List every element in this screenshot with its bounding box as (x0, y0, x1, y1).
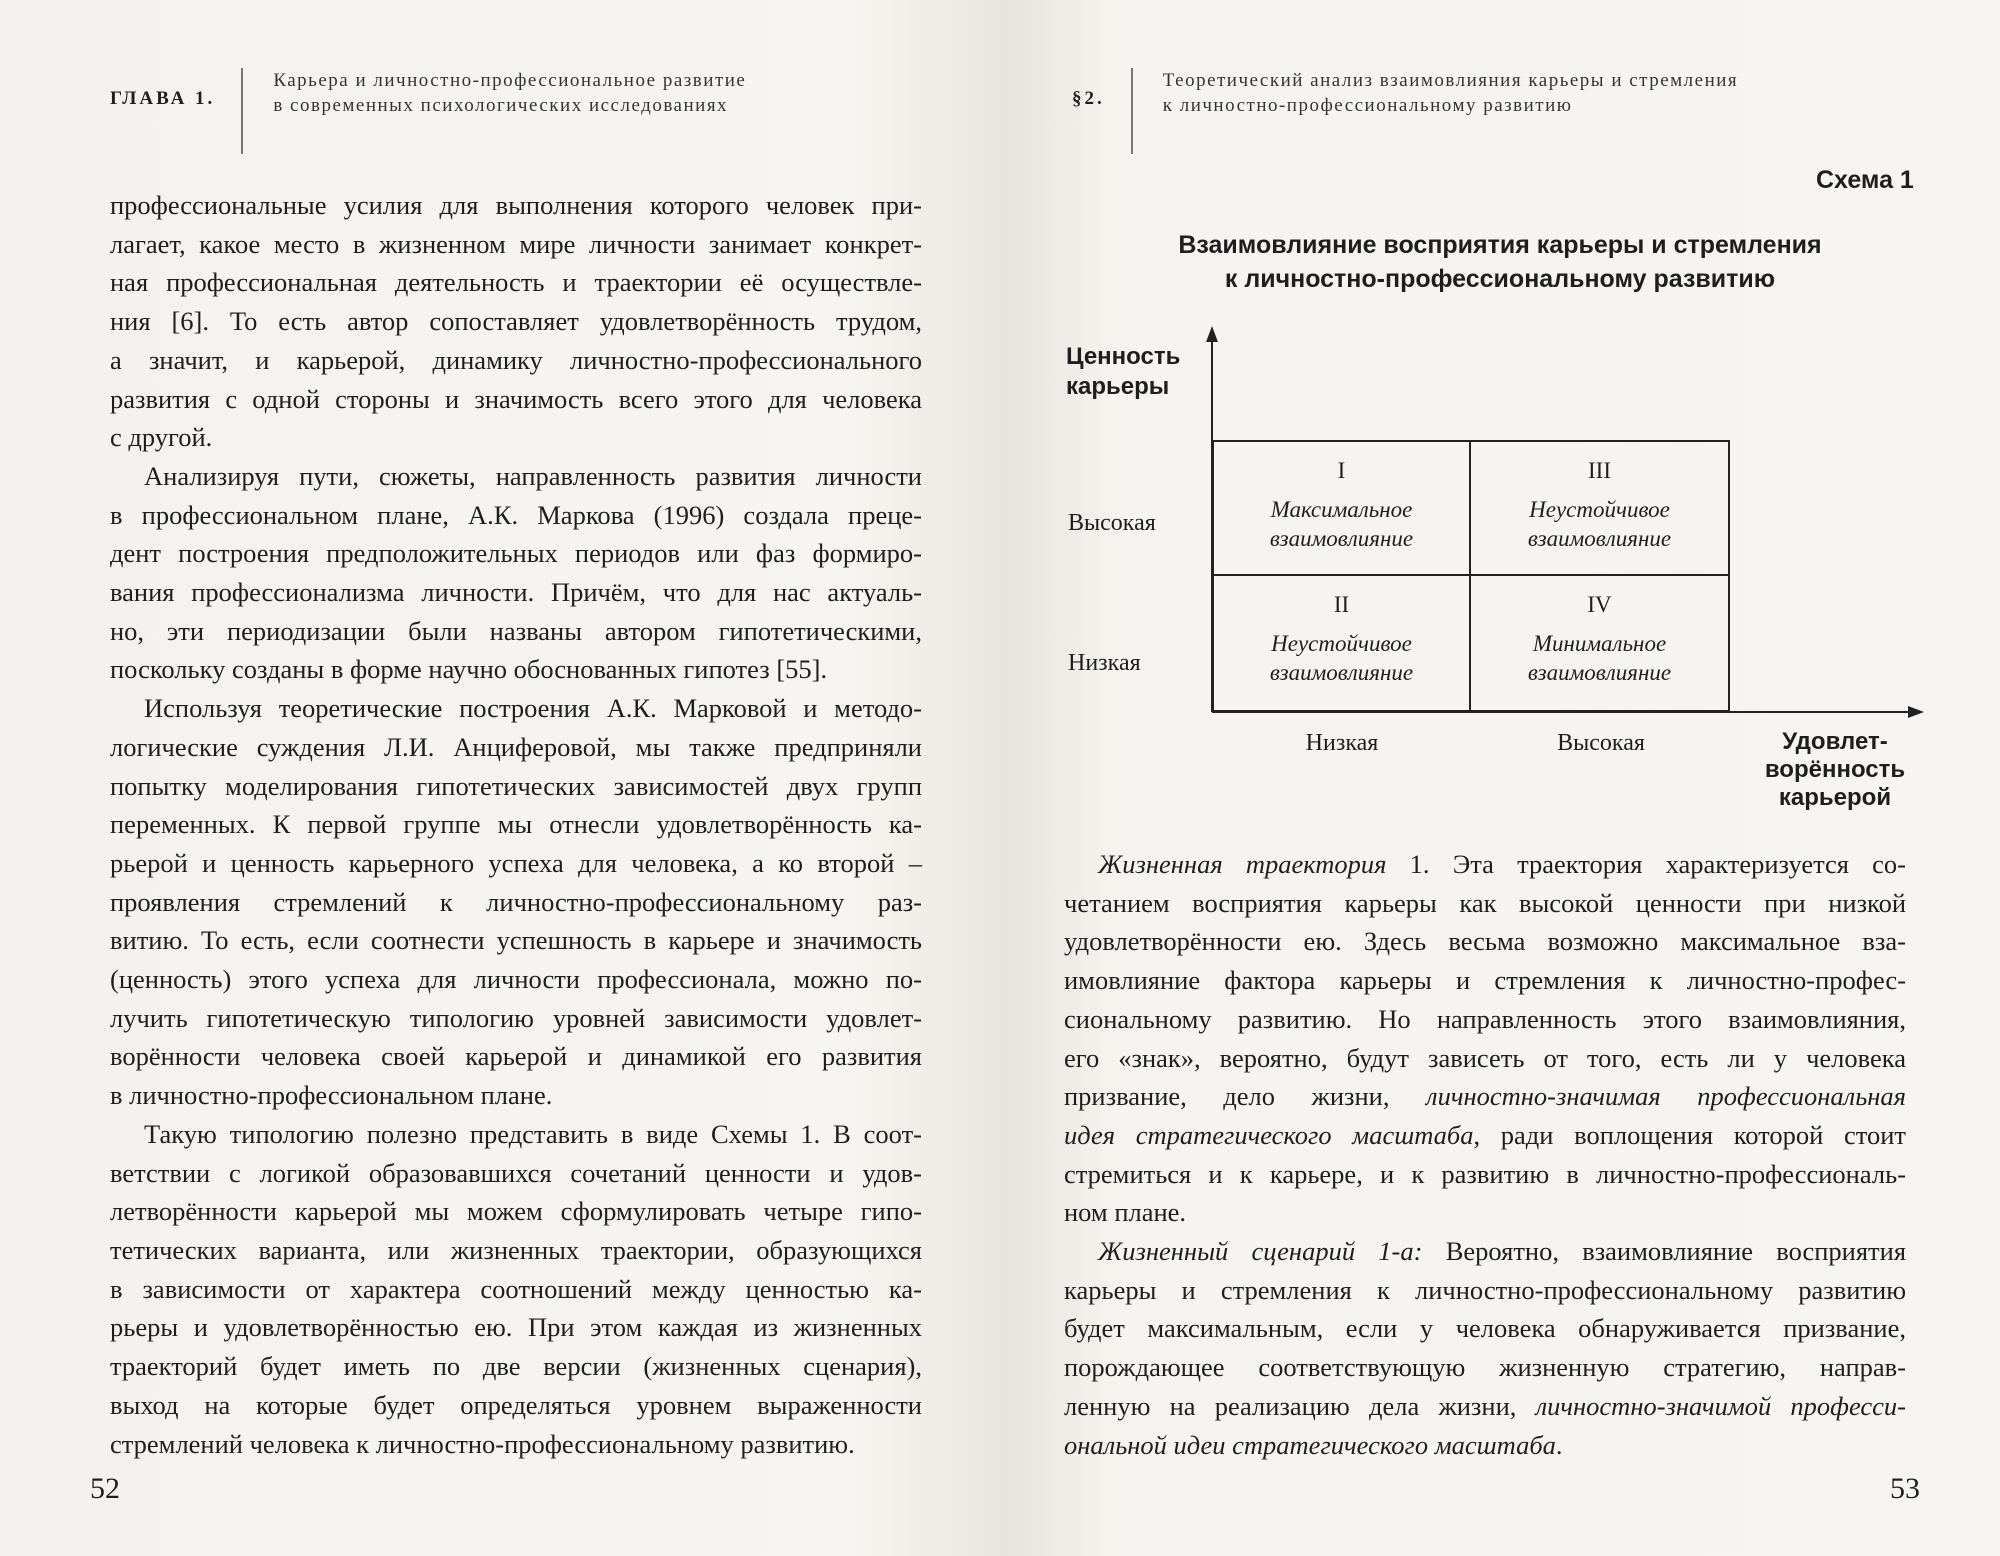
text-run: 1. Эта траектория характеризуется со- (1386, 849, 1906, 879)
text-line (1064, 1116, 1906, 1155)
x-level-high: Высокая (1557, 730, 1645, 756)
text-run: карьеры и стремления к личностно-профессиональному развитию (1064, 1274, 1906, 1305)
right-body-text (1064, 845, 1906, 1464)
page-number-right: 53 (1890, 1472, 1920, 1505)
text-line (1064, 1039, 1906, 1078)
chapter-label: ГЛАВА 1. (110, 88, 216, 109)
text-line: ния [6]. То есть автор сопоставляет удовлетворённость трудом, (110, 306, 922, 337)
text-run: ленную на реализацию дела жизни, (1064, 1390, 1536, 1421)
text-line: рьерой и ценность карьерного успеха для человека, а ко второй – (110, 847, 922, 878)
schema-label: Схема 1 (1816, 166, 1914, 194)
cell-I: I Максимальное взаимовлияние (1214, 442, 1471, 576)
x-axis-arrow (1908, 706, 1924, 718)
text-run: порождающее соответствующую жизненную стратегию, направ- (1064, 1352, 1906, 1383)
text-line: логические суждения Л.И. Анциферовой, мы также предприняли (110, 731, 922, 762)
text-line (1064, 922, 1906, 961)
text-run: Вероятно, взаимовлияние восприятия (1422, 1236, 1907, 1267)
text-line (1064, 884, 1906, 923)
text-line: (ценность) этого успеха для личности профессионала, можно по- (110, 964, 922, 995)
text-line (1064, 961, 1906, 1000)
section-title: Теоретический анализ взаимовлияния карьеры и стремления к личностно-профессиональному развитию (1162, 70, 1739, 116)
text-line: дент построения предположительных периодов или фаз формиро- (110, 538, 922, 569)
text-line: витию. То есть, если соотнести успешность в карьере и значимость (110, 925, 922, 956)
text-line (1064, 1193, 1906, 1232)
y-level-high: Высокая (1068, 510, 1156, 536)
schema-title: Взаимовлияние восприятия карьеры и стремления к личностно-профессиональному развитию (1178, 231, 1822, 293)
italic-run: личностно-значимой професси- (1535, 1390, 1906, 1421)
text-line: рьеры и удовлетворённостью ею. При этом каждая из жизненных (110, 1312, 922, 1343)
text-line: летворённости карьерой мы можем сформулировать четыре гипо- (110, 1196, 922, 1227)
text-run: имовлияние фактора карьеры и стремления к личностно-профес- (1064, 965, 1906, 996)
text-line: в личностно-профессиональном плане. (110, 1080, 553, 1111)
y-level-low: Низкая (1068, 650, 1141, 676)
cell-II: II Неустойчивое взаимовлияние (1214, 576, 1471, 710)
text-line: профессиональные усилия для выполнения которого человек при- (110, 190, 922, 220)
section-label: §2. (1072, 88, 1105, 109)
text-run: четанием восприятия карьеры как высокой ценности при низкой (1064, 887, 1906, 918)
text-line: траекторий будет иметь по две версии (жизненных сценария), (110, 1351, 922, 1382)
italic-run: Жизненный сценарий 1-а: (1098, 1236, 1423, 1267)
text-line (1064, 1077, 1906, 1116)
x-level-low: Низкая (1305, 730, 1379, 756)
text-line (1064, 1348, 1906, 1387)
text-line: ветствии с логикой образовавшихся сочетаний ценности и удов- (110, 1157, 922, 1188)
text-line: лагает, какое место в жизненном мире личности занимает конкрет- (110, 228, 922, 259)
cell-IV: IV Минимальное взаимовлияние (1527, 592, 1672, 685)
italic-run: личностно-значимая профессиональная (1426, 1081, 1906, 1112)
text-line: ворённости человека своей карьерой и динамикой его развития (110, 1041, 922, 1072)
cell-III: III Неустойчивое взаимовлияние (1471, 442, 1728, 576)
text-line: вания профессионализма личности. Причём, что для нас актуаль- (110, 577, 922, 608)
text-run: сиональному развитию. Но направленность этого взаимовлияния, (1064, 1003, 1906, 1034)
x-axis-title: Удовлет- ворённость карьерой (1764, 728, 1906, 811)
italic-run: Жизненная траектория (1098, 849, 1387, 879)
text-run: его «знак», вероятно, будут зависеть от того, есть ли у человека (1064, 1042, 1906, 1073)
schema-matrix (1212, 440, 1730, 712)
text-line (1064, 1000, 1906, 1039)
text-line: в профессиональном плане, А.К. Маркова (1996) создала преце- (110, 499, 922, 530)
left-body-text (110, 186, 922, 1463)
y-axis-arrow (1206, 326, 1218, 342)
text-run: стремиться и к карьере, и к развитию в личностно-профессиональ- (1064, 1158, 1906, 1189)
text-line (1064, 1426, 1906, 1465)
text-line: с другой. (110, 422, 213, 453)
text-line: но, эти периодизации были названы автором гипотетическими, (110, 615, 922, 646)
text-line (1064, 845, 1906, 884)
right-page (1000, 0, 2000, 1556)
header-separator (241, 68, 243, 154)
text-line: поскольку созданы в форме научно обоснованных гипотез [55]. (110, 654, 828, 685)
text-run: будет максимальным, если у человека обнаруживается призвание, (1064, 1313, 1906, 1344)
text-line: проявления стремлений к личностно-профессиональному раз- (110, 886, 922, 917)
text-line: а значит, и карьерой, динамику личностно-профессионального (110, 344, 922, 375)
text-run: призвание, дело жизни, (1064, 1081, 1427, 1112)
y-axis-title: Ценность карьеры (1066, 343, 1181, 400)
italic-run: ональной идеи стратегического масштаба (1064, 1429, 1556, 1460)
text-line: Анализируя пути, сюжеты, направленность развития личности (144, 460, 922, 491)
text-run: , ради воплощения которой стоит (1473, 1119, 1906, 1150)
text-line: выход на которые будет определяться уровнем выраженности (110, 1389, 922, 1420)
text-run: удовлетворённости ею. Здесь весьма возможно максимальное вза- (1064, 926, 1906, 957)
italic-run: идея стратегического масштаба (1064, 1119, 1474, 1150)
text-line: стремлений человека к личностно-профессиональному развитию. (110, 1428, 855, 1459)
text-line: лучить гипотетическую типологию уровней зависимости удовлет- (110, 1002, 922, 1033)
text-line: попытку моделирования гипотетических зависимостей двух групп (110, 770, 922, 801)
text-line (1064, 1232, 1906, 1271)
page-number-left: 52 (90, 1472, 120, 1505)
text-line (1064, 1271, 1906, 1310)
text-line: Используя теоретические построения А.К. Марковой и методо- (144, 693, 922, 724)
text-run: . (1555, 1429, 1563, 1460)
text-line: в зависимости от характера соотношений между ценностью ка- (110, 1273, 922, 1304)
chapter-title: Карьера и личностно-профессиональное развитие в современных психологических исследованиях (273, 70, 747, 116)
text-line: развития с одной стороны и значимость всего этого для человека (110, 383, 922, 414)
text-line (1064, 1155, 1906, 1194)
text-line: Такую типологию полезно представить в виде Схемы 1. В соот- (144, 1118, 922, 1149)
text-line (1064, 1309, 1906, 1348)
left-running-header (110, 68, 746, 154)
text-line: ная профессиональная деятельность и траектории её осуществле- (110, 267, 922, 298)
text-run: ном плане. (1064, 1197, 1187, 1228)
text-line: переменных. К первой группе мы отнесли удовлетворённость ка- (110, 809, 922, 840)
text-line (1064, 1387, 1906, 1426)
text-line: тетических варианта, или жизненных траектории, образующихся (110, 1234, 922, 1265)
